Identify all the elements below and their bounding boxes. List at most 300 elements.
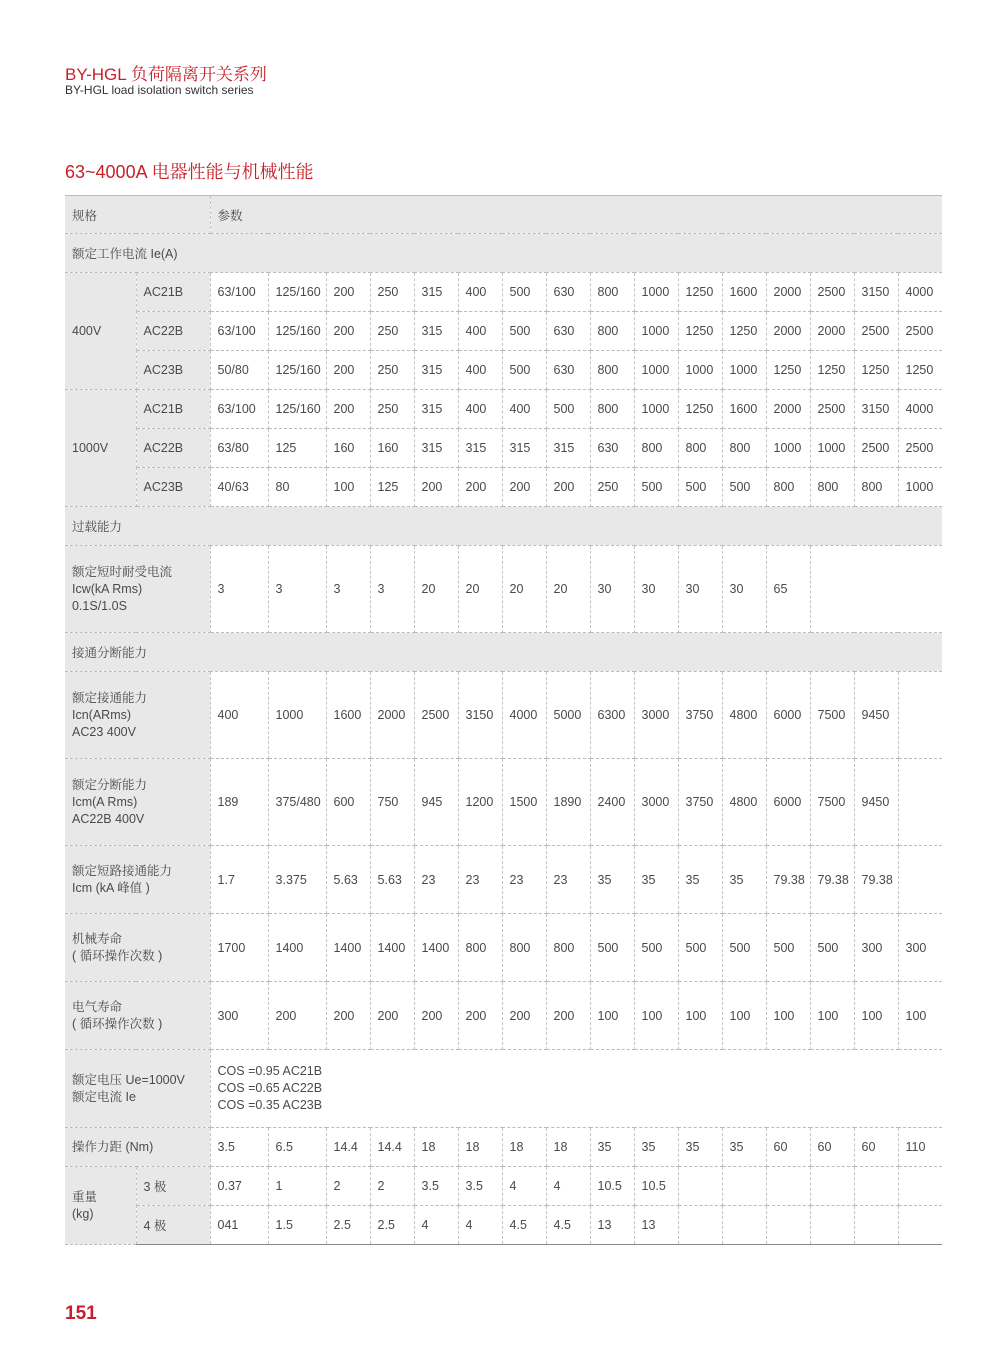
pole-label: 4 极 (136, 1206, 210, 1245)
label-line: 额定接通能力 (72, 690, 148, 705)
value-cell: 1000 (766, 429, 810, 468)
cos-values (210, 1050, 942, 1128)
value-cell: 500 (810, 914, 854, 982)
value-cell: 4800 (722, 759, 766, 846)
value-cell: 18 (502, 1128, 546, 1167)
value-cell: 500 (634, 914, 678, 982)
value-cell: 1250 (766, 351, 810, 390)
value-cell: 2500 (810, 390, 854, 429)
value-cell: 315 (458, 429, 502, 468)
label-line: Icw(kA Rms) (72, 581, 143, 596)
value-cell: 1000 (678, 351, 722, 390)
empty-cell (898, 1167, 942, 1206)
category-label: AC22B (136, 429, 210, 468)
icm-break-label (65, 759, 210, 846)
value-cell: 600 (326, 759, 370, 846)
value-cell: 250 (370, 273, 414, 312)
value-cell: 40/63 (210, 468, 268, 507)
value-cell: 79.38 (854, 846, 898, 914)
value-cell: 800 (766, 468, 810, 507)
value-cell: 315 (414, 351, 458, 390)
value-cell: 6300 (590, 672, 634, 759)
value-cell: 3 (210, 546, 268, 633)
empty-cell (810, 1206, 854, 1245)
value-cell: 1250 (722, 312, 766, 351)
value-cell: 200 (326, 390, 370, 429)
value-cell: 30 (634, 546, 678, 633)
value-cell: 200 (326, 312, 370, 351)
series-title-en: BY-HGL load isolation switch series (65, 83, 254, 97)
label-line: AC23 400V (72, 724, 136, 739)
value-cell: 35 (590, 846, 634, 914)
value-cell: 60 (854, 1128, 898, 1167)
value-cell: 160 (370, 429, 414, 468)
value-cell: 7500 (810, 672, 854, 759)
value-cell: 5.63 (370, 846, 414, 914)
table-row (65, 273, 942, 312)
value-cell: 18 (458, 1128, 502, 1167)
icn-label (65, 672, 210, 759)
value-cell: 1700 (210, 914, 268, 982)
value-cell: 35 (722, 846, 766, 914)
value-cell: 23 (458, 846, 502, 914)
table-row (65, 312, 942, 351)
value-cell: 1000 (722, 351, 766, 390)
value-cell: 3.5 (458, 1167, 502, 1206)
table-row (65, 1128, 942, 1167)
value-cell: 1000 (268, 672, 326, 759)
table-row (65, 672, 942, 759)
value-cell: 4000 (898, 273, 942, 312)
icm-short-label (65, 846, 210, 914)
value-cell: 13 (590, 1206, 634, 1245)
value-cell: 30 (590, 546, 634, 633)
value-cell: 800 (854, 468, 898, 507)
value-cell: 3 (370, 546, 414, 633)
value-cell: 189 (210, 759, 268, 846)
value-cell: 9450 (854, 759, 898, 846)
header-spec: 规格 (65, 196, 210, 234)
value-cell: 35 (722, 1128, 766, 1167)
value-cell: 35 (678, 846, 722, 914)
label-line: AC22B 400V (72, 811, 145, 826)
label-line: (kg) (72, 1206, 94, 1221)
empty-cell (766, 1206, 810, 1245)
value-cell: 800 (678, 429, 722, 468)
table-row (65, 234, 942, 273)
value-cell: 1.7 (210, 846, 268, 914)
value-cell: 125/160 (268, 390, 326, 429)
icw-label (65, 546, 210, 633)
value-cell: 0.37 (210, 1167, 268, 1206)
value-cell: 800 (810, 468, 854, 507)
value-cell: 20 (546, 546, 590, 633)
label-line: 0.1S/1.0S (72, 598, 127, 613)
label-line: 额定短路接通能力 (72, 863, 173, 878)
value-cell: 4 (414, 1206, 458, 1245)
value-cell: 63/100 (210, 390, 268, 429)
empty-cell (678, 1167, 722, 1206)
empty-cell (854, 1167, 898, 1206)
value-cell: 315 (414, 312, 458, 351)
value-cell: 1.5 (268, 1206, 326, 1245)
value-cell: 2500 (414, 672, 458, 759)
value-cell: 7500 (810, 759, 854, 846)
value-cell: 1000 (634, 351, 678, 390)
value-cell: 35 (634, 1128, 678, 1167)
value-cell: 4000 (898, 390, 942, 429)
table-row (65, 982, 942, 1050)
table-row (65, 1206, 942, 1245)
table-row (65, 390, 942, 429)
value-cell: 100 (326, 468, 370, 507)
value-cell: 13 (634, 1206, 678, 1245)
value-cell: 3000 (634, 672, 678, 759)
label-line: 额定分断能力 (72, 777, 148, 792)
value-cell: 1000 (634, 312, 678, 351)
value-cell: 800 (502, 914, 546, 982)
value-cell: 6000 (766, 759, 810, 846)
value-cell: 1500 (502, 759, 546, 846)
value-cell: 800 (458, 914, 502, 982)
value-cell: 23 (414, 846, 458, 914)
value-cell: 100 (898, 982, 942, 1050)
label-line: Icn(ARms) (72, 707, 132, 722)
label-line: ( 循环操作次数 ) (72, 1016, 163, 1031)
value-cell: 750 (370, 759, 414, 846)
value-cell: 125/160 (268, 312, 326, 351)
table-row (65, 1167, 942, 1206)
value-cell: 2500 (810, 273, 854, 312)
value-cell: 300 (898, 914, 942, 982)
empty-cell (898, 1206, 942, 1245)
value-cell: 630 (546, 351, 590, 390)
value-cell: 4000 (502, 672, 546, 759)
value-cell: 800 (634, 429, 678, 468)
value-cell: 14.4 (326, 1128, 370, 1167)
label-line: 重量 (72, 1189, 98, 1204)
value-cell: 200 (502, 982, 546, 1050)
label-line: ( 循环操作次数 ) (72, 948, 163, 963)
value-cell: 3150 (458, 672, 502, 759)
value-cell: 3.5 (414, 1167, 458, 1206)
value-cell: 4 (546, 1167, 590, 1206)
value-cell: 315 (502, 429, 546, 468)
label-line: COS =0.95 AC21B (217, 1064, 323, 1078)
value-cell: 1200 (458, 759, 502, 846)
value-cell: 5000 (546, 672, 590, 759)
value-cell: 250 (370, 351, 414, 390)
value-cell: 315 (546, 429, 590, 468)
empty-cell (810, 546, 942, 633)
value-cell: 2400 (590, 759, 634, 846)
value-cell: 6000 (766, 672, 810, 759)
value-cell: 100 (810, 982, 854, 1050)
pole-label: 3 极 (136, 1167, 210, 1206)
category-label: AC21B (136, 390, 210, 429)
value-cell: 65 (766, 546, 810, 633)
value-cell: 1400 (268, 914, 326, 982)
value-cell: 945 (414, 759, 458, 846)
value-cell: 2.5 (370, 1206, 414, 1245)
value-cell: 2 (326, 1167, 370, 1206)
value-cell: 100 (854, 982, 898, 1050)
value-cell: 300 (854, 914, 898, 982)
value-cell: 3750 (678, 672, 722, 759)
value-cell: 500 (502, 351, 546, 390)
value-cell: 10.5 (590, 1167, 634, 1206)
value-cell: 800 (722, 429, 766, 468)
value-cell: 200 (268, 982, 326, 1050)
value-cell: 250 (590, 468, 634, 507)
table-row (65, 759, 942, 846)
section-rated-current: 额定工作电流 Ie(A) (65, 234, 942, 273)
series-title-zh: BY-HGL 负荷隔离开关系列 (65, 65, 267, 84)
value-cell: 63/100 (210, 312, 268, 351)
value-cell: 1000 (898, 468, 942, 507)
value-cell: 200 (546, 468, 590, 507)
value-cell: 20 (458, 546, 502, 633)
value-cell: 3150 (854, 390, 898, 429)
value-cell: 2000 (766, 390, 810, 429)
value-cell: 300 (210, 982, 268, 1050)
label-line: 额定电压 Ue=1000V (72, 1072, 185, 1087)
value-cell: 50/80 (210, 351, 268, 390)
label-line: COS =0.65 AC22B (217, 1081, 323, 1095)
value-cell: 800 (590, 273, 634, 312)
value-cell: 3 (268, 546, 326, 633)
value-cell: 2000 (766, 273, 810, 312)
value-cell: 3750 (678, 759, 722, 846)
table-row (65, 633, 942, 672)
table-row (65, 914, 942, 982)
value-cell: 4800 (722, 672, 766, 759)
table-row (65, 507, 942, 546)
value-cell: 100 (678, 982, 722, 1050)
value-cell: 79.38 (766, 846, 810, 914)
value-cell: 10.5 (634, 1167, 678, 1206)
empty-cell (810, 1167, 854, 1206)
value-cell: 800 (590, 312, 634, 351)
value-cell: 63/80 (210, 429, 268, 468)
value-cell: 2500 (898, 429, 942, 468)
rated-voltage-label (65, 1050, 210, 1128)
value-cell: 1400 (326, 914, 370, 982)
value-cell: 2500 (898, 312, 942, 351)
value-cell: 200 (326, 351, 370, 390)
value-cell: 14.4 (370, 1128, 414, 1167)
value-cell: 1890 (546, 759, 590, 846)
value-cell: 315 (414, 429, 458, 468)
empty-cell (766, 1167, 810, 1206)
value-cell: 4 (502, 1167, 546, 1206)
value-cell: 315 (414, 273, 458, 312)
value-cell: 30 (678, 546, 722, 633)
value-cell: 200 (326, 273, 370, 312)
value-cell: 500 (678, 914, 722, 982)
label-line: 额定短时耐受电流 (72, 564, 173, 579)
value-cell: 1000 (634, 273, 678, 312)
table-row (65, 351, 942, 390)
value-cell: 1250 (678, 273, 722, 312)
table-row (65, 546, 942, 633)
voltage-label: 400V (65, 273, 136, 390)
value-cell: 250 (370, 312, 414, 351)
value-cell: 1 (268, 1167, 326, 1206)
value-cell: 250 (370, 390, 414, 429)
value-cell: 9450 (854, 672, 898, 759)
value-cell: 100 (766, 982, 810, 1050)
value-cell: 23 (546, 846, 590, 914)
empty-cell (722, 1206, 766, 1245)
voltage-label: 1000V (65, 390, 136, 507)
empty-cell (898, 672, 942, 759)
value-cell: 2000 (766, 312, 810, 351)
value-cell: 23 (502, 846, 546, 914)
empty-cell (854, 1206, 898, 1245)
value-cell: 2500 (854, 312, 898, 351)
value-cell: 1000 (634, 390, 678, 429)
section-overload: 过载能力 (65, 507, 942, 546)
value-cell: 3150 (854, 273, 898, 312)
value-cell: 400 (458, 351, 502, 390)
value-cell: 500 (590, 914, 634, 982)
table-row (65, 468, 942, 507)
value-cell: 2 (370, 1167, 414, 1206)
table-row (65, 429, 942, 468)
value-cell: 60 (810, 1128, 854, 1167)
value-cell: 400 (458, 273, 502, 312)
table-row (65, 1050, 942, 1128)
value-cell: 2000 (370, 672, 414, 759)
value-cell: 100 (634, 982, 678, 1050)
value-cell: 160 (326, 429, 370, 468)
category-label: AC22B (136, 312, 210, 351)
value-cell: 1400 (370, 914, 414, 982)
label-line: Icm(A Rms) (72, 794, 138, 809)
value-cell: 18 (546, 1128, 590, 1167)
value-cell: 3.375 (268, 846, 326, 914)
value-cell: 4.5 (546, 1206, 590, 1245)
value-cell: 200 (414, 982, 458, 1050)
value-cell: 1250 (678, 312, 722, 351)
value-cell: 60 (766, 1128, 810, 1167)
value-cell: 400 (502, 390, 546, 429)
table-row (65, 846, 942, 914)
value-cell: 041 (210, 1206, 268, 1245)
value-cell: 200 (546, 982, 590, 1050)
value-cell: 200 (326, 982, 370, 1050)
value-cell: 800 (590, 351, 634, 390)
label-line: 额定电流 Ie (72, 1089, 136, 1104)
value-cell: 110 (898, 1128, 942, 1167)
value-cell: 125/160 (268, 351, 326, 390)
empty-cell (678, 1206, 722, 1245)
value-cell: 20 (502, 546, 546, 633)
value-cell: 79.38 (810, 846, 854, 914)
value-cell: 1250 (898, 351, 942, 390)
value-cell: 400 (458, 312, 502, 351)
value-cell: 400 (210, 672, 268, 759)
value-cell: 2500 (854, 429, 898, 468)
spec-table (65, 195, 942, 1245)
value-cell: 500 (502, 312, 546, 351)
section-title: 63~4000A 电器性能与机械性能 (65, 162, 314, 182)
weight-label (65, 1167, 136, 1245)
label-line: Icm (kA 峰值 ) (72, 880, 150, 895)
value-cell: 2.5 (326, 1206, 370, 1245)
value-cell: 500 (678, 468, 722, 507)
value-cell: 630 (590, 429, 634, 468)
value-cell: 2000 (810, 312, 854, 351)
value-cell: 500 (722, 914, 766, 982)
section-making-breaking: 接通分断能力 (65, 633, 942, 672)
category-label: AC23B (136, 468, 210, 507)
value-cell: 63/100 (210, 273, 268, 312)
elec-life-label (65, 982, 210, 1050)
label-line: COS =0.35 AC23B (217, 1098, 323, 1112)
header-param: 参数 (210, 196, 942, 234)
value-cell: 200 (370, 982, 414, 1050)
value-cell: 315 (414, 390, 458, 429)
value-cell: 500 (502, 273, 546, 312)
torque-label: 操作力距 (Nm) (65, 1128, 210, 1167)
category-label: AC23B (136, 351, 210, 390)
value-cell: 500 (766, 914, 810, 982)
value-cell: 35 (678, 1128, 722, 1167)
value-cell: 3.5 (210, 1128, 268, 1167)
value-cell: 500 (722, 468, 766, 507)
value-cell: 200 (502, 468, 546, 507)
value-cell: 4 (458, 1206, 502, 1245)
value-cell: 800 (546, 914, 590, 982)
value-cell: 400 (458, 390, 502, 429)
value-cell: 5.63 (326, 846, 370, 914)
empty-cell (722, 1167, 766, 1206)
value-cell: 1600 (326, 672, 370, 759)
value-cell: 3 (326, 546, 370, 633)
value-cell: 20 (414, 546, 458, 633)
value-cell: 35 (634, 846, 678, 914)
value-cell: 200 (414, 468, 458, 507)
mech-life-label (65, 914, 210, 982)
value-cell: 100 (722, 982, 766, 1050)
value-cell: 4.5 (502, 1206, 546, 1245)
value-cell: 500 (634, 468, 678, 507)
value-cell: 100 (590, 982, 634, 1050)
value-cell: 200 (458, 982, 502, 1050)
value-cell: 30 (722, 546, 766, 633)
value-cell: 1600 (722, 390, 766, 429)
value-cell: 125 (370, 468, 414, 507)
value-cell: 200 (458, 468, 502, 507)
value-cell: 1000 (810, 429, 854, 468)
value-cell: 1600 (722, 273, 766, 312)
value-cell: 3000 (634, 759, 678, 846)
value-cell: 125/160 (268, 273, 326, 312)
value-cell: 630 (546, 273, 590, 312)
value-cell: 1250 (854, 351, 898, 390)
value-cell: 630 (546, 312, 590, 351)
page-number: 151 (65, 1303, 97, 1324)
value-cell: 18 (414, 1128, 458, 1167)
table-row (65, 196, 942, 234)
value-cell: 1400 (414, 914, 458, 982)
value-cell: 80 (268, 468, 326, 507)
value-cell: 1250 (678, 390, 722, 429)
value-cell: 375/480 (268, 759, 326, 846)
empty-cell (898, 759, 942, 846)
